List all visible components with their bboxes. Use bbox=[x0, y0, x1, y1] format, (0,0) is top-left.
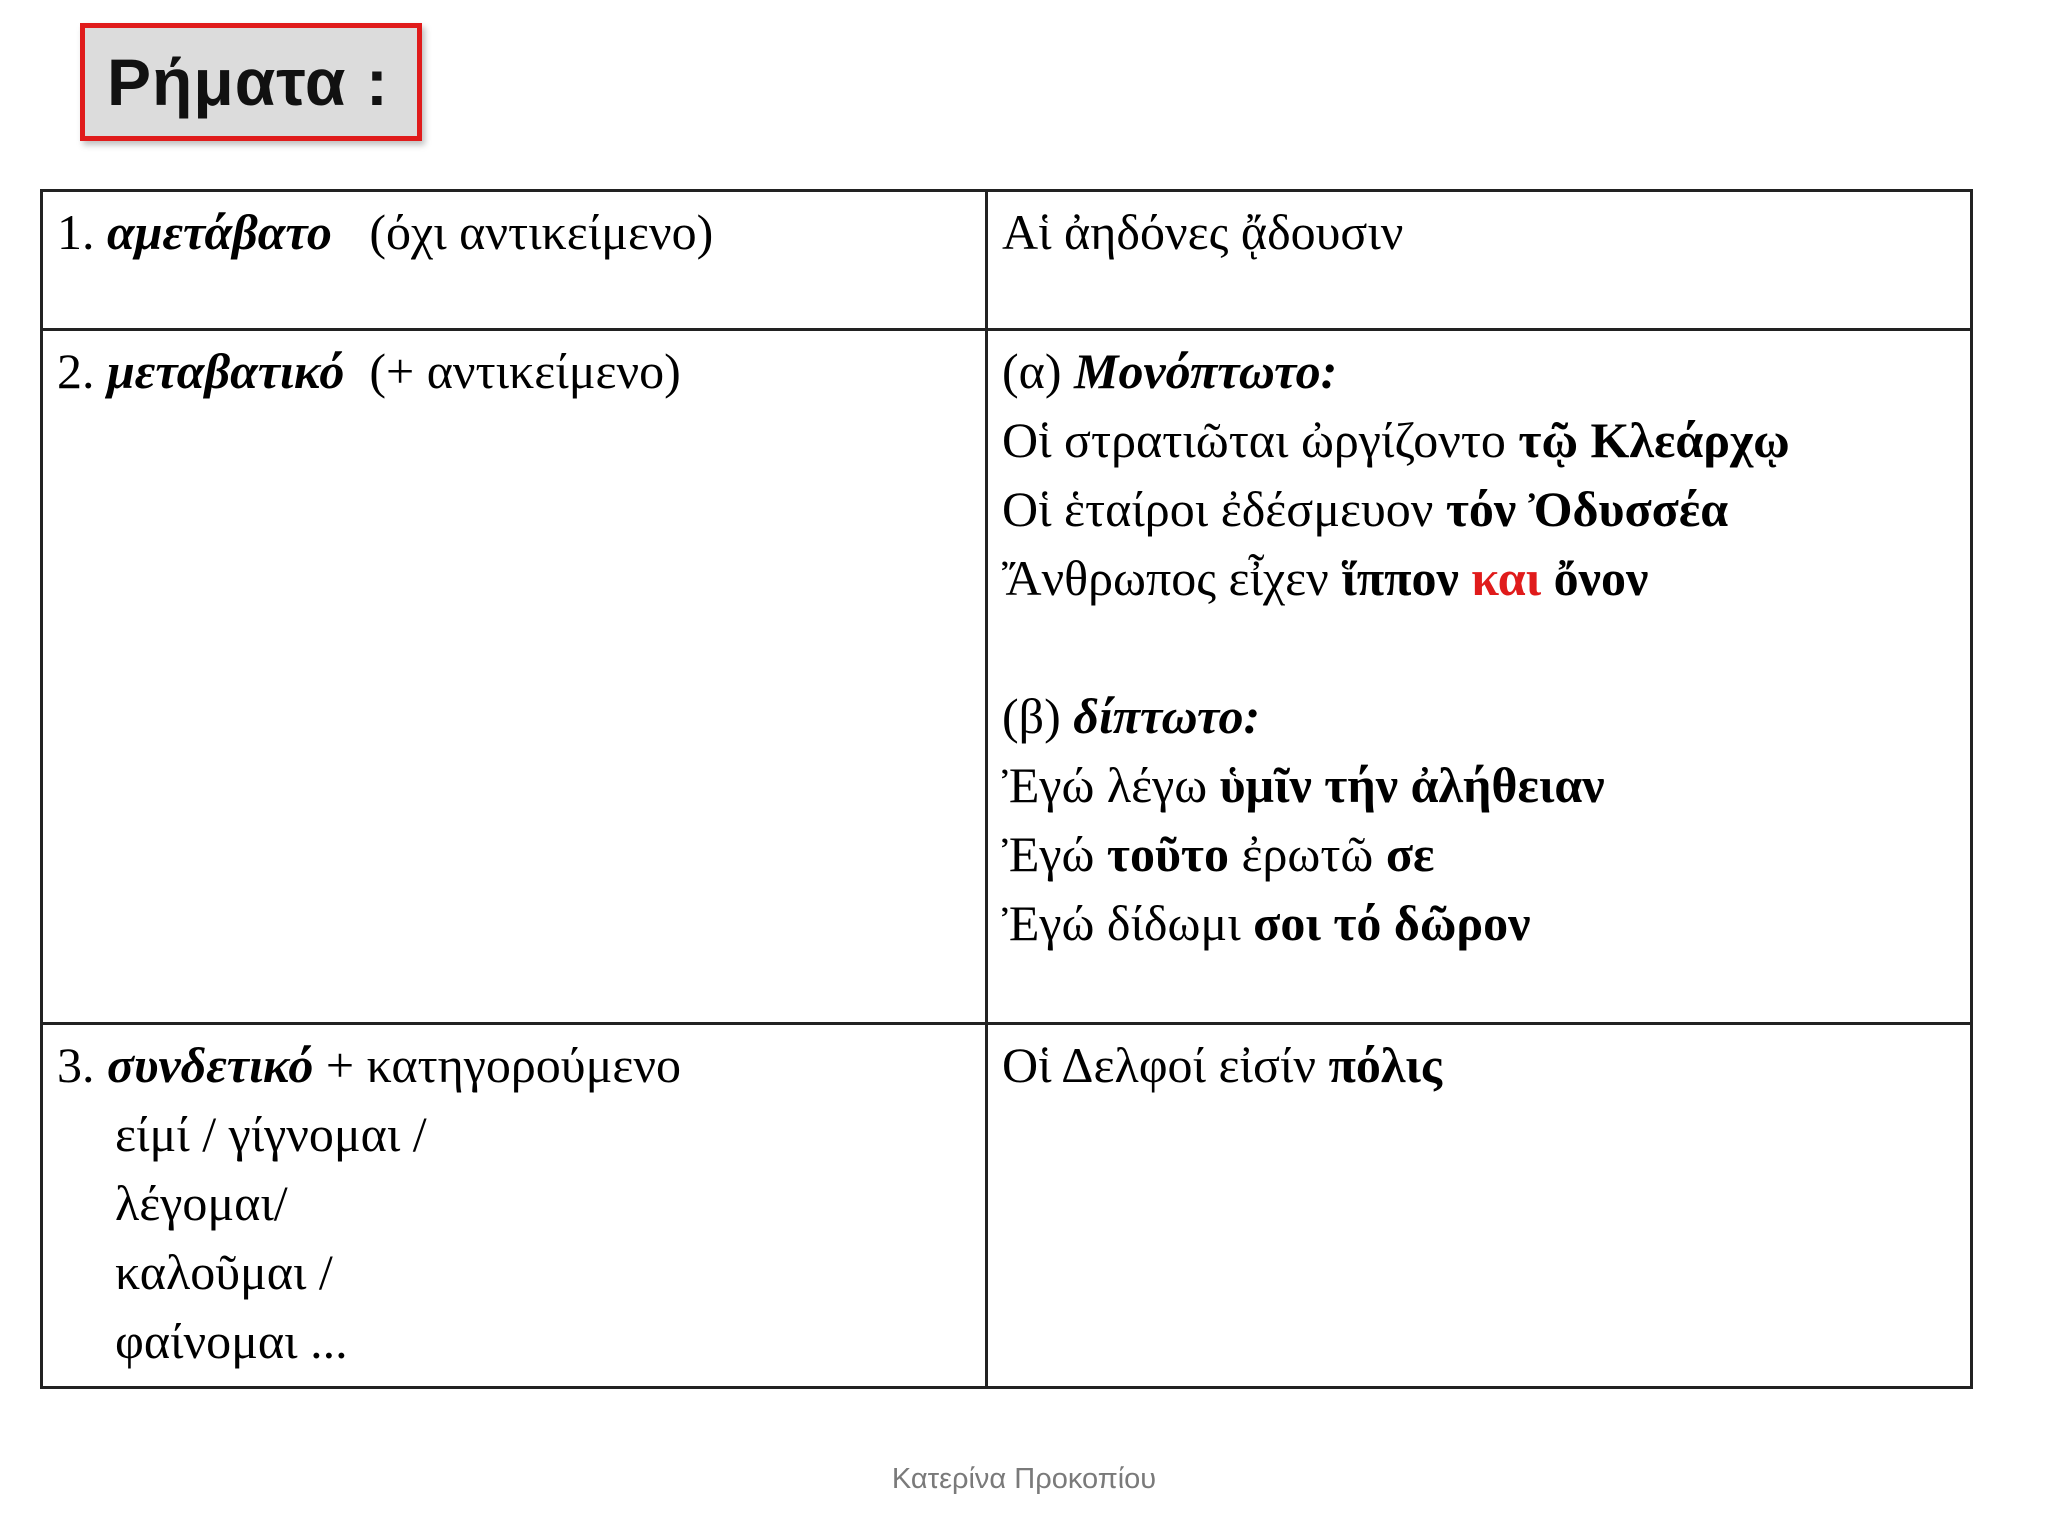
verb-list-item: είμί / γίγνομαι / bbox=[115, 1106, 427, 1162]
example-sentence: Ἐγώ δίδωμι σοι τό δῶρον bbox=[1002, 895, 1531, 951]
highlight-conjunction: και bbox=[1471, 550, 1542, 606]
verb-list-item: λέγομαι/ bbox=[115, 1175, 288, 1231]
example-sentence: Οἱ ἑταίροι ἐδέσμευον τόν Ὀδυσσέα bbox=[1002, 481, 1729, 537]
title-box bbox=[80, 23, 422, 141]
example-sentence: Οἱ στρατιῶται ὠργίζοντο τῷ Κλεάρχῳ bbox=[1002, 412, 1790, 468]
example-sentence: Ἄνθρωπος εἶχεν ἵππον και ὄνον bbox=[1002, 550, 1649, 606]
verb-list-item: καλοῦμαι / bbox=[115, 1244, 333, 1300]
example-sentence: Ἐγώ τοῦτο ἐρωτῶ σε bbox=[1002, 826, 1435, 882]
verb-list-item: φαίνομαι ... bbox=[115, 1313, 348, 1369]
subsection-heading-monoptoto: Μονόπτωτο: bbox=[1074, 343, 1338, 399]
cell-copulative-example bbox=[987, 1024, 1972, 1388]
table-row-transitive bbox=[42, 330, 1972, 1024]
footer-author: Κατερίνα Προκοπίου bbox=[891, 1463, 1157, 1495]
term-transitive: μεταβατικό bbox=[107, 343, 345, 399]
example-sentence: Αἱ ἀηδόνες ᾄδουσιν bbox=[1002, 204, 1404, 260]
cell-transitive-definition bbox=[42, 330, 987, 1024]
table-row-intransitive bbox=[42, 191, 1972, 330]
cell-intransitive-example bbox=[987, 191, 1972, 330]
item-number: 3. bbox=[57, 1037, 95, 1093]
example-sentence: Ἐγώ λέγω ὑμῖν τήν ἀλήθειαν bbox=[1002, 757, 1605, 813]
slide-title: Ρήματα : bbox=[107, 45, 389, 119]
subsection-label: (α) bbox=[1002, 343, 1062, 399]
term-note: (όχι αντικείμενο) bbox=[369, 204, 714, 260]
example-sentence: Οἱ Δελφοί εἰσίν πόλις bbox=[1002, 1037, 1443, 1093]
subsection-label: (β) bbox=[1002, 688, 1061, 744]
item-number: 1. bbox=[57, 204, 95, 260]
table-row-copulative bbox=[42, 1024, 1972, 1388]
term-note: (+ αντικείμενο) bbox=[369, 343, 681, 399]
cell-intransitive-definition bbox=[42, 191, 987, 330]
term-note: + κατηγορούμενο bbox=[325, 1037, 681, 1093]
item-number: 2. bbox=[57, 343, 95, 399]
subsection-heading-diptoto: δίπτωτο: bbox=[1073, 688, 1261, 744]
cell-transitive-examples bbox=[987, 330, 1972, 1024]
verbs-table bbox=[40, 189, 1973, 1389]
cell-copulative-definition bbox=[42, 1024, 987, 1388]
term-intransitive: αμετάβατο bbox=[107, 204, 332, 260]
term-copulative: συνδετικό bbox=[107, 1037, 314, 1093]
